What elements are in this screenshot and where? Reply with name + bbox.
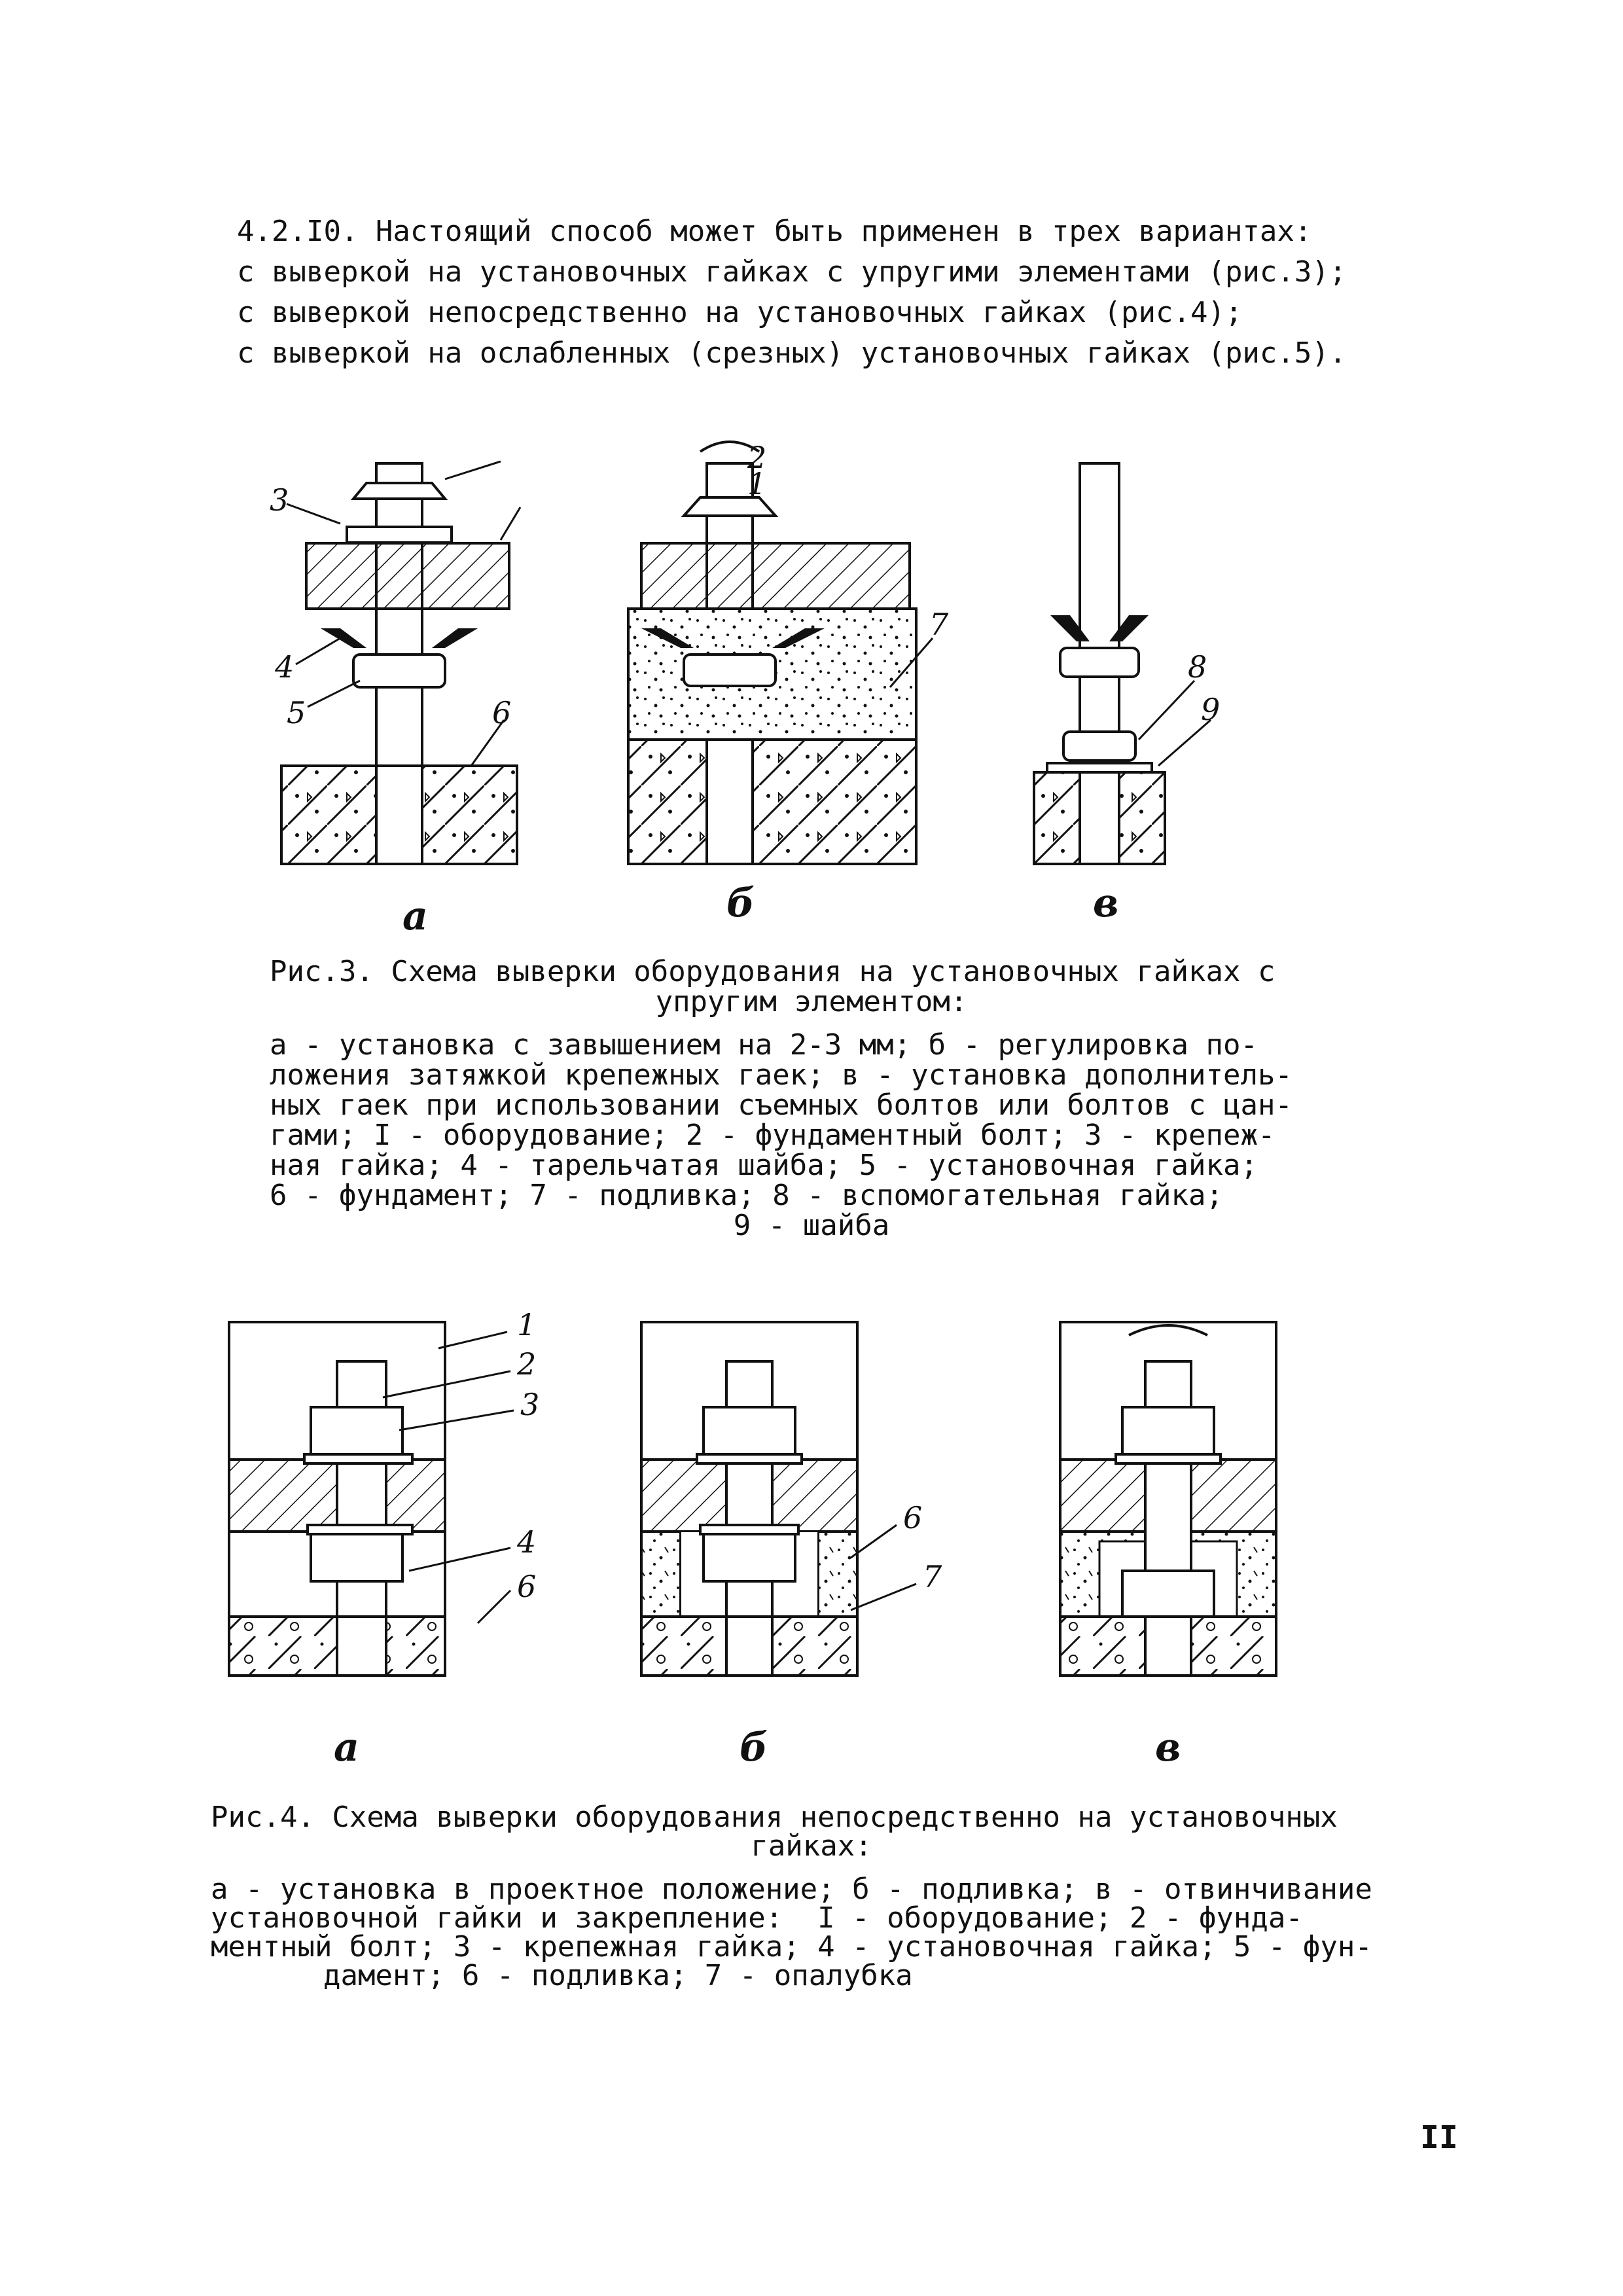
fig4-callout-6b: 6 [903, 1500, 923, 1535]
fig4-legend-line-3: ментный болт; 3 - крепежная гайка; 4 - установочная гайка; 5 - фун- [211, 1930, 1372, 1964]
callout-9: 9 [1201, 692, 1221, 727]
callout-7: 7 [929, 607, 949, 642]
fig4-subfig-v [1060, 1322, 1276, 1676]
fig3-legend-line-4: гами; I - оборудование; 2 - фундаментный болт; 3 - крепеж- [270, 1119, 1275, 1152]
fig4-legend-line-1: а - установка в проектное положение; б - подливка; в - отвинчивание [211, 1873, 1372, 1906]
fig4-callout-3: 3 [520, 1387, 540, 1422]
fig4-label-a: а [334, 1725, 359, 1770]
fig4-callout-4: 4 [517, 1524, 537, 1560]
fig3-label-b: б [726, 880, 755, 926]
fig4-title-line-2 [0, 1830, 1623, 1863]
fig3-subfig-v [1034, 463, 1165, 864]
callout-4: 4 [275, 649, 294, 685]
callout-1: 1 [747, 466, 767, 501]
intro-line-1: 4.2.I0. Настоящий способ может быть применен в трех вариантах: [237, 215, 1312, 248]
fig3-subfig-b [628, 442, 916, 864]
intro-line-4: с выверкой на ослабленных (срезных) установочных гайках (рис.5). [237, 336, 1347, 370]
fig3-legend-line-7-text: 9 - шайба [733, 1209, 890, 1242]
fig4-title-line-2-text: гайках: [751, 1829, 872, 1863]
callout-3: 3 [270, 482, 289, 518]
fig3-legend-line-7 [0, 1210, 1623, 1242]
fig4-subfig-b [641, 1322, 857, 1676]
fig4-subfig-a [229, 1322, 445, 1676]
page-number: II [1420, 2119, 1458, 2156]
fig3-legend-line-3: ных гаек при использовании съемных болтов или болтов с цан- [270, 1088, 1293, 1122]
intro-line-3: с выверкой непосредственно на установочных гайках (рис.4); [237, 296, 1243, 329]
fig4-title-line-1: Рис.4. Схема выверки оборудования непосредственно на установочных [211, 1801, 1338, 1834]
fig3-label-a: а [402, 893, 428, 939]
fig4-label-v: в [1155, 1725, 1181, 1770]
fig3-legend-line-2: ложения затяжкой крепежных гаек; в - установка дополнитель- [270, 1058, 1293, 1092]
fig4-callout-6a: 6 [517, 1569, 537, 1604]
fig4-label-b: б [740, 1725, 768, 1770]
fig3-title-line-2-text: упругим элементом: [655, 985, 968, 1018]
fig4-legend-line-2: установочной гайки и закрепление: I - оборудование; 2 - фунда- [211, 1901, 1303, 1935]
fig3-title-line-2 [0, 986, 1623, 1018]
fig3-legend-line-5: ная гайка; 4 - тарельчатая шайба; 5 - установочная гайка; [270, 1149, 1258, 1182]
callout-8: 8 [1188, 649, 1207, 685]
fig3-legend-line-6: 6 - фундамент; 7 - подливка; 8 - вспомогательная гайка; [270, 1179, 1223, 1212]
figure-4-drawing [223, 1309, 1348, 1793]
figure-3-drawing [249, 432, 1283, 942]
fig3-label-v: в [1093, 880, 1119, 926]
fig4-callout-1: 1 [517, 1309, 537, 1342]
intro-line-2: с выверкой на установочных гайках с упругими элементами (рис.3); [237, 255, 1347, 289]
callout-6: 6 [492, 695, 512, 730]
fig3-title-line-1: Рис.3. Схема выверки оборудования на установочных гайках с [270, 955, 1275, 988]
fig3-legend-line-1: а - установка с завышением на 2-3 мм; б - регулировка по- [270, 1028, 1258, 1062]
fig4-callout-2: 2 [517, 1346, 537, 1382]
callout-2: 2 [747, 440, 767, 475]
callout-5: 5 [287, 695, 306, 730]
fig4-callout-7: 7 [923, 1559, 942, 1594]
fig4-legend-line-4: дамент; 6 - подливка; 7 - опалубка [323, 1959, 913, 1992]
fig3-subfig-a [281, 463, 517, 864]
